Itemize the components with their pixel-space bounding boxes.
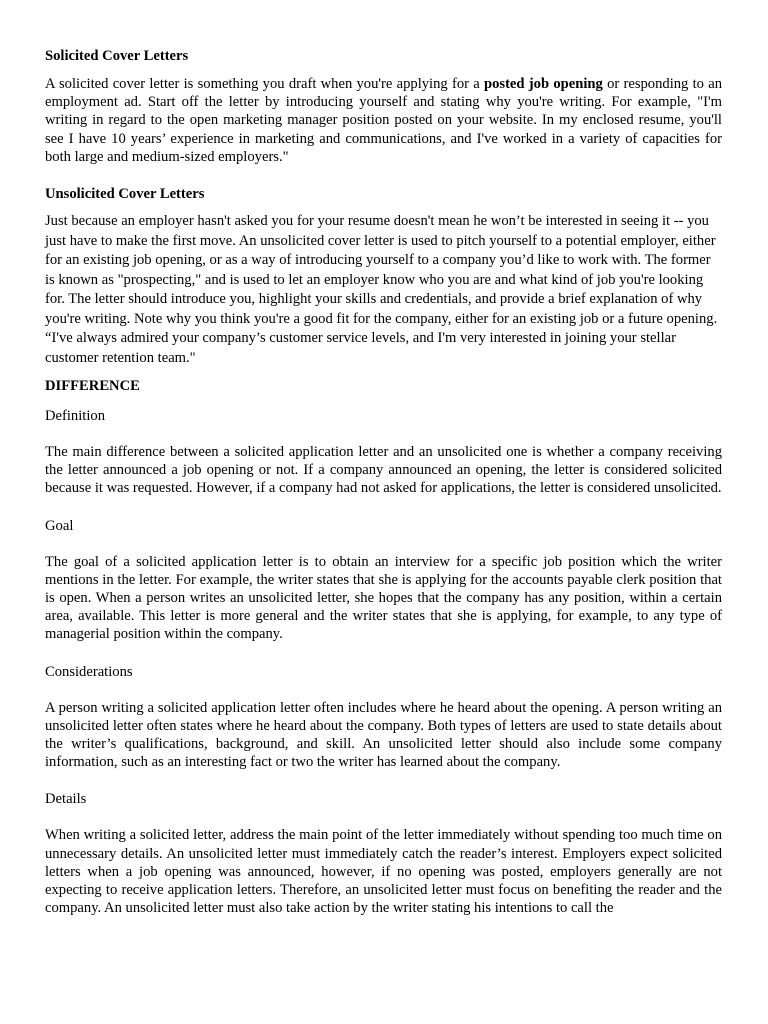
- posted-job-opening-emphasis: posted job opening: [483, 76, 603, 92]
- considerations-title: Considerations: [45, 663, 133, 680]
- goal-title: Goal: [45, 517, 74, 534]
- solicited-paragraph: [45, 75, 722, 166]
- difference-heading: DIFFERENCE: [45, 378, 140, 395]
- document-page: [45, 46, 722, 917]
- definition-text: The main difference between a solicited application letter and an unsolicited one is whether a company receiving the letter announced a job opening or not. If a company announced an opening, the letter is considered solicited because it was requested. However, if a company had not asked for applications, the letter is considered unsolicited.: [45, 444, 722, 497]
- solicited-heading: Solicited Cover Letters: [45, 48, 189, 64]
- unsolicited-heading: Unsolicited Cover Letters: [45, 186, 205, 203]
- considerations-text: A person writing a solicited application letter often includes where he heard about the opening. A person writing an unsolicited letter often states where he heard about the company. Both types of letters are used to state details about the writer’s qualifications, background, and skill. An unsolicited letter should also include some company information, such as an interesting fact or two the writer has learned about the company.: [45, 699, 722, 771]
- goal-text: The goal of a solicited application letter is to obtain an interview for a specific job position which the writer mentions in the letter. For example, the writer states that she is applying for the accounts payable clerk position that is open. When a person writes an unsolicited letter, she hopes that the company has any position, within a certain area, available. This letter is more general and the writer states that she is applying, for example, to any type of managerial position within the company.: [45, 553, 722, 643]
- solicited-text-start: A solicited cover letter is something you draft when you're applying for a: [45, 76, 484, 92]
- details-title: Details: [45, 791, 87, 808]
- definition-title: Definition: [45, 408, 105, 425]
- unsolicited-paragraph: Just because an employer hasn't asked you for your resume doesn't mean he won’t be interested in seeing it -- you just have to make the first move. An unsolicited cover letter is used to pitch yourself to a potential employer, either for an existing job opening, or as a way of introducing yourself to a company you’d like to work with. The former is known as "prospecting," and is used to let an employer know who you are and what kind of job you're looking for. The letter should introduce you, highlight your skills and credentials, and provide a brief explanation of why you're writing. Note why you think you're a good fit for the company, either for an existing job or a future opening. “I've always admired your company’s customer service levels, and I'm very interested in joining your stellar customer retention team.": [45, 213, 718, 366]
- solicited-text-end: or responding to an employment ad. Start off the letter by introducing yourself and stating why you're writing. For example, "I'm writing in regard to the open marketing manager position posted on your website. In my enclosed resume, you'll see I have 10 years’ experience in marketing and communications, and I've worked in a variety of capacities for both large and medium-sized employers.": [45, 76, 722, 165]
- details-text: When writing a solicited letter, address the main point of the letter immediately without spending too much time on unnecessary details. An unsolicited letter must immediately catch the reader’s interest. Employers expect solicited letters when a job opening was announced, however, if no opening was posted, employers generally are not expecting to receive application letters. Therefore, an unsolicited letter must focus on benefiting the reader and the company. An unsolicited letter must also take action by the writer stating his intentions to call the: [45, 827, 722, 917]
